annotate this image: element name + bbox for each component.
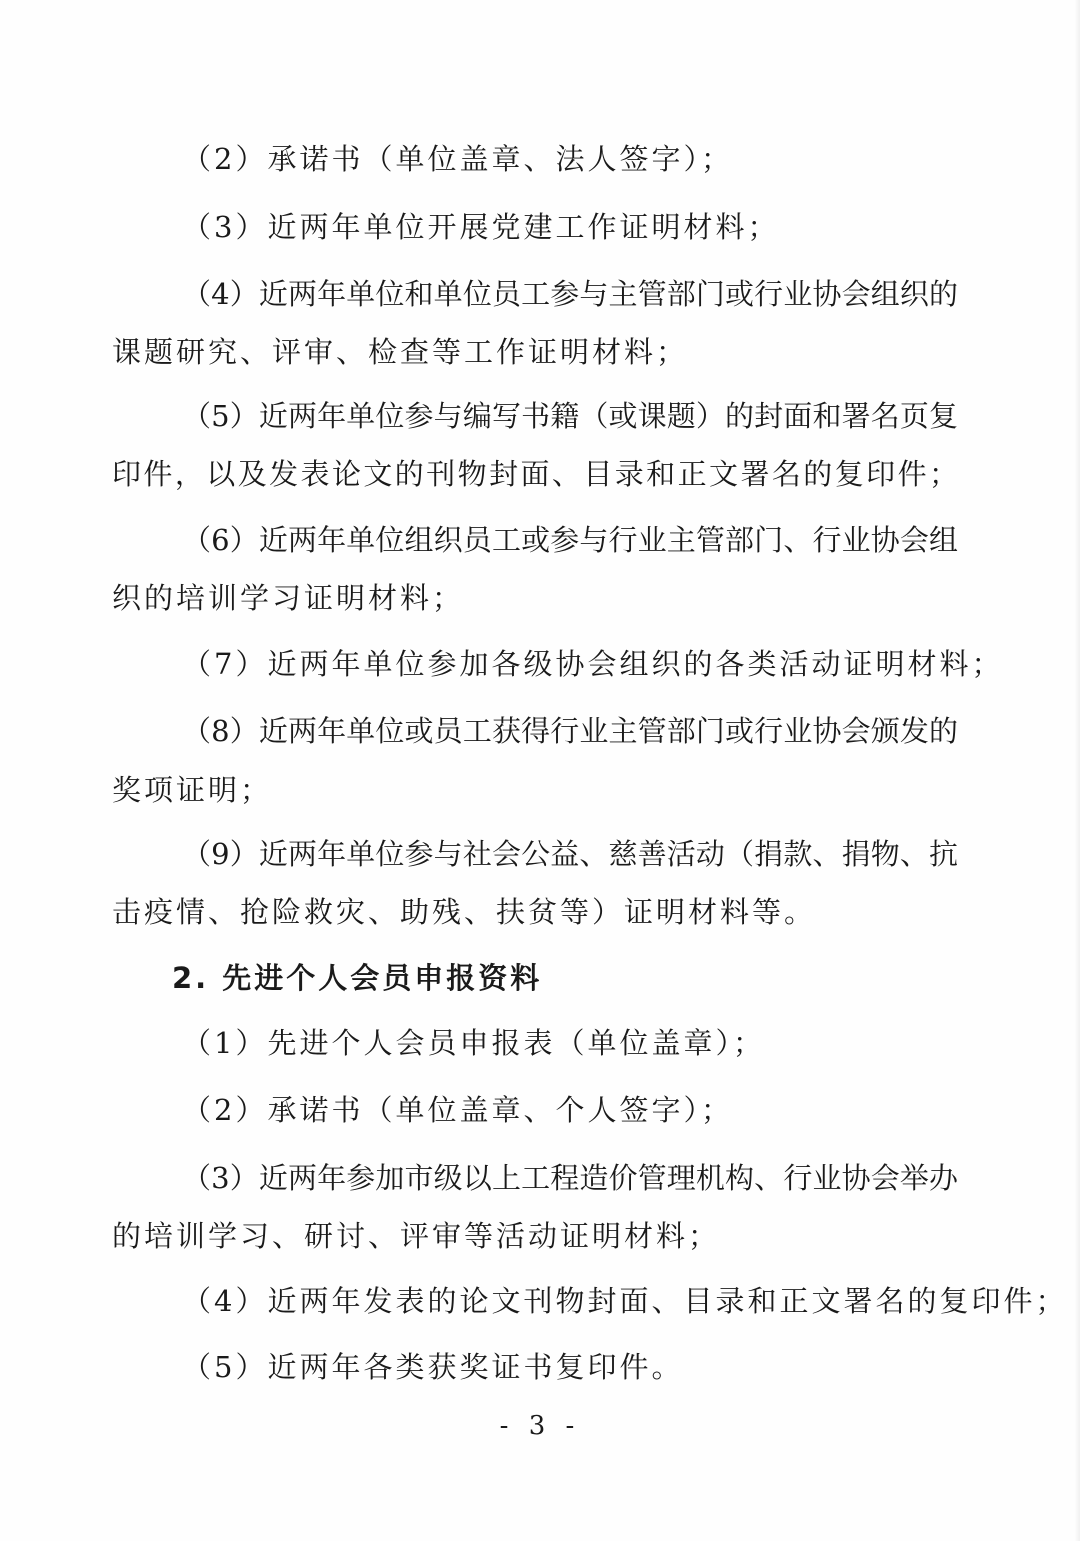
list-item-company-6-line-1: （6）近两年单位组织员工或参与行业主管部门、行业协会组 (182, 523, 958, 557)
list-item-company-9-line-2: 击疫情、抢险救灾、助残、扶贫等）证明材料等。 (112, 895, 817, 929)
page-number: - 3 - (499, 1411, 581, 1441)
list-item-company-9-line-1: （9）近两年单位参与社会公益、慈善活动（捐款、捐物、抗 (182, 837, 958, 871)
list-item-company-3: （3）近两年单位开展党建工作证明材料； (182, 210, 780, 244)
list-item-individual-5: （5）近两年各类获奖证书复印件。 (182, 1350, 684, 1384)
list-item-company-5-line-1: （5）近两年单位参与编写书籍（或课题）的封面和署名页复 (182, 399, 958, 433)
list-item-company-5-line-2: 印件，以及发表论文的刊物封面、目录和正文署名的复印件； (112, 457, 958, 491)
list-item-company-4-line-1: （4）近两年单位和单位员工参与主管部门或行业协会组织的 (182, 277, 958, 311)
list-item-individual-3-line-2: 的培训学习、研讨、评审等活动证明材料； (112, 1219, 721, 1253)
list-item-company-2: （2）承诺书（单位盖章、法人签字）； (182, 142, 733, 176)
list-item-individual-1: （1）先进个人会员申报表（单位盖章）； (182, 1026, 765, 1060)
list-item-company-8-line-1: （8）近两年单位或员工获得行业主管部门或行业协会颁发的 (182, 714, 958, 748)
list-item-individual-2: （2）承诺书（单位盖章、个人签字）； (182, 1093, 733, 1127)
section-heading-individual: 2. 先进个人会员申报资料 (172, 961, 543, 995)
list-item-individual-3-line-1: （3）近两年参加市级以上工程造价管理机构、行业协会举办 (182, 1161, 958, 1195)
list-item-company-6-line-2: 织的培训学习证明材料； (112, 581, 465, 615)
list-item-company-7: （7）近两年单位参加各级协会组织的各类活动证明材料； (182, 647, 1004, 681)
scan-edge-shadow (1074, 0, 1080, 1541)
list-item-individual-4: （4）近两年发表的论文刊物封面、目录和正文署名的复印件； (182, 1284, 1068, 1318)
list-item-company-4-line-2: 课题研究、评审、检查等工作证明材料； (112, 335, 689, 369)
list-item-company-8-line-2: 奖项证明； (112, 773, 273, 807)
